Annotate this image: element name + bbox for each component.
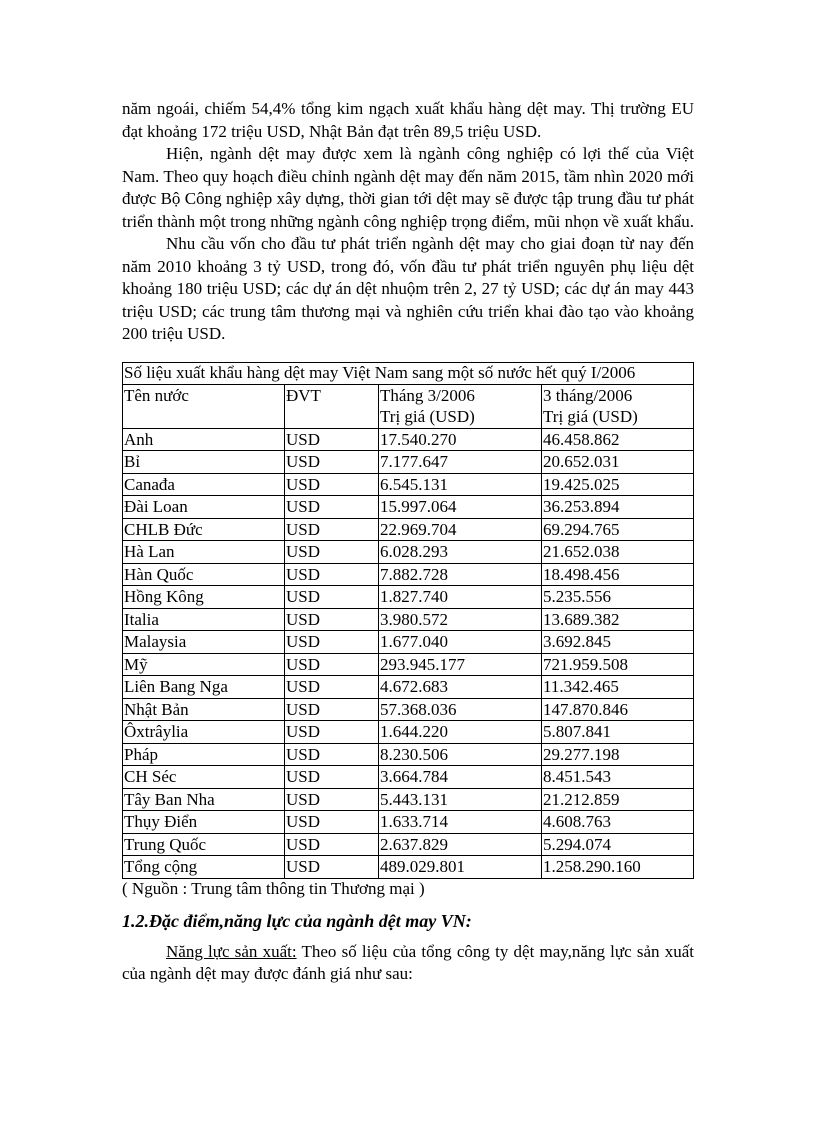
cell-month: 5.443.131: [379, 788, 542, 811]
cell-month: 293.945.177: [379, 653, 542, 676]
table-row: [123, 788, 694, 811]
cell-country: Hàn Quốc: [123, 563, 285, 586]
cell-unit: USD: [285, 676, 379, 699]
cell-quarter: 13.689.382: [542, 608, 694, 631]
cell-unit: USD: [285, 698, 379, 721]
cell-country: Canađa: [123, 473, 285, 496]
cell-country: Nhật Bản: [123, 698, 285, 721]
cell-month: 17.540.270: [379, 428, 542, 451]
table-caption-text: Số liệu xuất khẩu hàng dệt may Việt Nam sang một số nước hết quý I/2006: [124, 362, 636, 382]
cell-unit: USD: [285, 833, 379, 856]
cell-month: 4.672.683: [379, 676, 542, 699]
header-quarter: [542, 384, 694, 428]
cell-unit: USD: [285, 811, 379, 834]
cell-quarter: 4.608.763: [542, 811, 694, 834]
paragraph-3: Nhu cầu vốn cho đầu tư phát triển ngành dệt may cho giai đoạn từ nay đến năm 2010 khoảng 3 tỷ USD, trong đó, vốn đầu tư phát triển nguyên phụ liệu dệt khoảng 180 triệu USD; các dự án dệt nhuộm trên 2, 27 tỷ USD; các dự án may 443 triệu USD; các trung tâm thương mại và nghiên cứu triển khai đào tạo vào khoảng 200 triệu USD.: [122, 234, 694, 343]
cell-quarter: 29.277.198: [542, 743, 694, 766]
cell-quarter: 19.425.025: [542, 473, 694, 496]
cell-country: Malaysia: [123, 631, 285, 654]
cell-quarter: 721.959.508: [542, 653, 694, 676]
cell-country: Thụy Điển: [123, 811, 285, 834]
paragraph-2: Hiện, ngành dệt may được xem là ngành công nghiệp có lợi thế của Việt Nam. Theo quy hoạch điều chỉnh ngành dệt may đến năm 2015, tầm nhìn 2020 mới được Bộ Công nghiệp xây dựng, thời gian tới dệt may sẽ được tập trung đầu tư phát triển thành một trong những ngành công nghiệp trọng điểm, mũi nhọn về xuất khẩu.: [122, 144, 695, 231]
table-row: [123, 698, 694, 721]
cell-country: Anh: [123, 428, 285, 451]
header-month-line2: Trị giá (USD): [380, 407, 475, 426]
cell-quarter: 46.458.862: [542, 428, 694, 451]
section-label: Năng lực sản xuất:: [166, 941, 297, 961]
cell-quarter: 21.652.038: [542, 541, 694, 564]
cell-quarter: 147.870.846: [542, 698, 694, 721]
cell-quarter: 5.807.841: [542, 721, 694, 744]
cell-country: Italia: [123, 608, 285, 631]
cell-quarter: 20.652.031: [542, 451, 694, 474]
cell-quarter: 36.253.894: [542, 496, 694, 519]
cell-country: CHLB Đức: [123, 518, 285, 541]
cell-month: 1.644.220: [379, 721, 542, 744]
section-text: Theo số liệu của tổng công ty dệt may,năng lực sản xuất của ngành dệt may được đánh giá như sau:: [122, 941, 694, 983]
cell-unit: USD: [285, 586, 379, 609]
cell-quarter: 8.451.543: [542, 766, 694, 789]
cell-month: 1.827.740: [379, 586, 542, 609]
cell-quarter: 1.258.290.160: [542, 856, 694, 879]
table-header-row: [123, 384, 694, 428]
cell-month: 15.997.064: [379, 496, 542, 519]
cell-unit: USD: [285, 496, 379, 519]
cell-month: 1.677.040: [379, 631, 542, 654]
cell-unit: USD: [285, 653, 379, 676]
export-table: [122, 362, 694, 879]
cell-unit: USD: [285, 473, 379, 496]
cell-country: Ôxtrâylia: [123, 721, 285, 744]
document-page: [122, 98, 694, 986]
cell-month: 6.545.131: [379, 473, 542, 496]
cell-month: 489.029.801: [379, 856, 542, 879]
cell-country: Đài Loan: [123, 496, 285, 519]
table-source: ( Nguồn : Trung tâm thông tin Thương mại ): [122, 878, 425, 898]
table-row: [123, 518, 694, 541]
cell-quarter: 18.498.456: [542, 563, 694, 586]
section-heading: 1.2.Đặc điểm,năng lực của ngành dệt may VN:: [122, 910, 472, 931]
cell-unit: USD: [285, 766, 379, 789]
cell-unit: USD: [285, 608, 379, 631]
cell-quarter: 5.235.556: [542, 586, 694, 609]
cell-month: 57.368.036: [379, 698, 542, 721]
cell-month: 1.633.714: [379, 811, 542, 834]
cell-country: Hà Lan: [123, 541, 285, 564]
cell-country: Bỉ: [123, 451, 285, 474]
table-row: [123, 766, 694, 789]
table-row: [123, 473, 694, 496]
cell-month: 8.230.506: [379, 743, 542, 766]
cell-quarter: 5.294.074: [542, 833, 694, 856]
cell-month: 2.637.829: [379, 833, 542, 856]
header-month: [379, 384, 542, 428]
header-unit: ĐVT: [285, 384, 379, 428]
cell-unit: USD: [285, 788, 379, 811]
paragraph-1: năm ngoái, chiếm 54,4% tổng kim ngạch xuất khẩu hàng dệt may. Thị trường EU đạt khoảng 172 triệu USD, Nhật Bản đạt trên 89,5 triệu USD.: [122, 99, 694, 141]
cell-country: Trung Quốc: [123, 833, 285, 856]
cell-country: Tổng cộng: [123, 856, 285, 879]
cell-quarter: 11.342.465: [542, 676, 694, 699]
cell-country: Tây Ban Nha: [123, 788, 285, 811]
cell-unit: USD: [285, 721, 379, 744]
cell-country: Pháp: [123, 743, 285, 766]
table-row: [123, 608, 694, 631]
cell-unit: USD: [285, 518, 379, 541]
table-row: [123, 631, 694, 654]
header-quarter-line1: 3 tháng/2006: [543, 385, 633, 405]
table-row: [123, 856, 694, 879]
header-country: Tên nước: [123, 384, 285, 428]
table-caption: [123, 362, 694, 384]
table-row: [123, 496, 694, 519]
table-row: [123, 811, 694, 834]
cell-country: Hồng Kông: [123, 586, 285, 609]
cell-unit: USD: [285, 451, 379, 474]
table-row: [123, 676, 694, 699]
table-row: [123, 586, 694, 609]
cell-unit: USD: [285, 743, 379, 766]
cell-country: Liên Bang Nga: [123, 676, 285, 699]
cell-quarter: 69.294.765: [542, 518, 694, 541]
table-row: [123, 428, 694, 451]
cell-month: 6.028.293: [379, 541, 542, 564]
header-quarter-line2: Trị giá (USD): [543, 407, 638, 426]
table-row: [123, 743, 694, 766]
section-paragraph: [122, 941, 694, 986]
table-caption-row: [123, 362, 694, 384]
cell-month: 7.177.647: [379, 451, 542, 474]
cell-unit: USD: [285, 563, 379, 586]
table-row: [123, 541, 694, 564]
cell-quarter: 3.692.845: [542, 631, 694, 654]
cell-unit: USD: [285, 541, 379, 564]
cell-quarter: 21.212.859: [542, 788, 694, 811]
header-month-line1: Tháng 3/2006: [380, 385, 475, 405]
cell-month: 3.980.572: [379, 608, 542, 631]
cell-country: CH Séc: [123, 766, 285, 789]
cell-month: 7.882.728: [379, 563, 542, 586]
cell-unit: USD: [285, 856, 379, 879]
table-row: [123, 653, 694, 676]
cell-month: 3.664.784: [379, 766, 542, 789]
table-row: [123, 563, 694, 586]
cell-month: 22.969.704: [379, 518, 542, 541]
table-row: [123, 721, 694, 744]
cell-unit: USD: [285, 631, 379, 654]
cell-country: Mỹ: [123, 653, 285, 676]
cell-unit: USD: [285, 428, 379, 451]
table-row: [123, 833, 694, 856]
table-row: [123, 451, 694, 474]
